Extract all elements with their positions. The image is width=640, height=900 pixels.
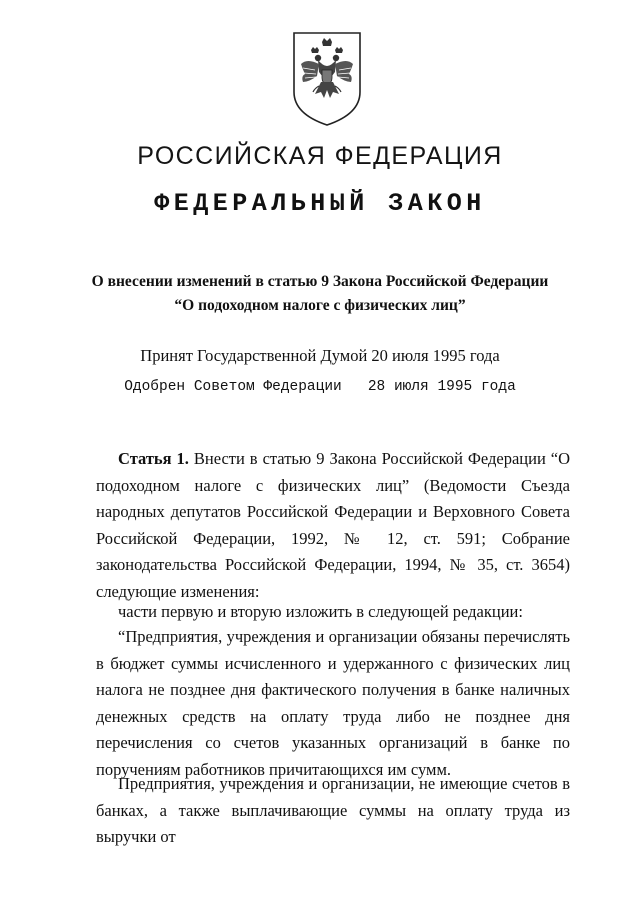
- law-title-line-1: О внесении изменений в статью 9 Закона Российской Федерации: [91, 273, 549, 290]
- law-title: [0, 270, 640, 318]
- paragraph-parts-amendment: части первую и вторую изложить в следующей редакции:: [118, 602, 523, 621]
- law-title-line-2: “О подоходном налоге с физических лиц”: [174, 297, 466, 314]
- article-1-text: Внести в статью 9 Закона Российской Федерации “О подоходном налоге с физических лиц” (Ведомости Съезда народных депутатов Российской Федерации и Верховного Совета Российской Федерации, 1992, № 12, ст. 591; Собрание законодательства Российской Федерации, 1994, № 35, ст. 3654) следующие изменения:: [96, 449, 570, 601]
- article-1-label: Статья 1.: [118, 449, 189, 468]
- paragraph-enterprises-without-accounts: Предприятия, учреждения и организации, не имеющие счетов в банках, а также выплачивающие суммы на оплату труда из выручки от: [96, 774, 570, 846]
- country-heading: РОССИЙСКАЯ ФЕДЕРАЦИЯ: [137, 142, 503, 170]
- paragraph-enterprises-obligation: “Предприятия, учреждения и организации обязаны перечислять в бюджет суммы исчисленного и удержанного с физических лиц налога не позднее дня фактического получения в банке наличных денежных средств на оплату труда либо не позднее дня перечисления со счетов указанных организаций в банке по поручениям работников причитающихся им сумм.: [96, 627, 570, 779]
- coat-of-arms-icon: [291, 30, 363, 128]
- article-1-paragraph: [96, 446, 570, 605]
- adoption-duma-line: Принят Государственной Думой 20 июля 1995 года: [140, 346, 500, 365]
- document-type-heading: ФЕДЕРАЛЬНЫЙ ЗАКОН: [154, 189, 486, 218]
- approval-council-line: Одобрен Советом Федерации 28 июля 1995 года: [124, 379, 516, 395]
